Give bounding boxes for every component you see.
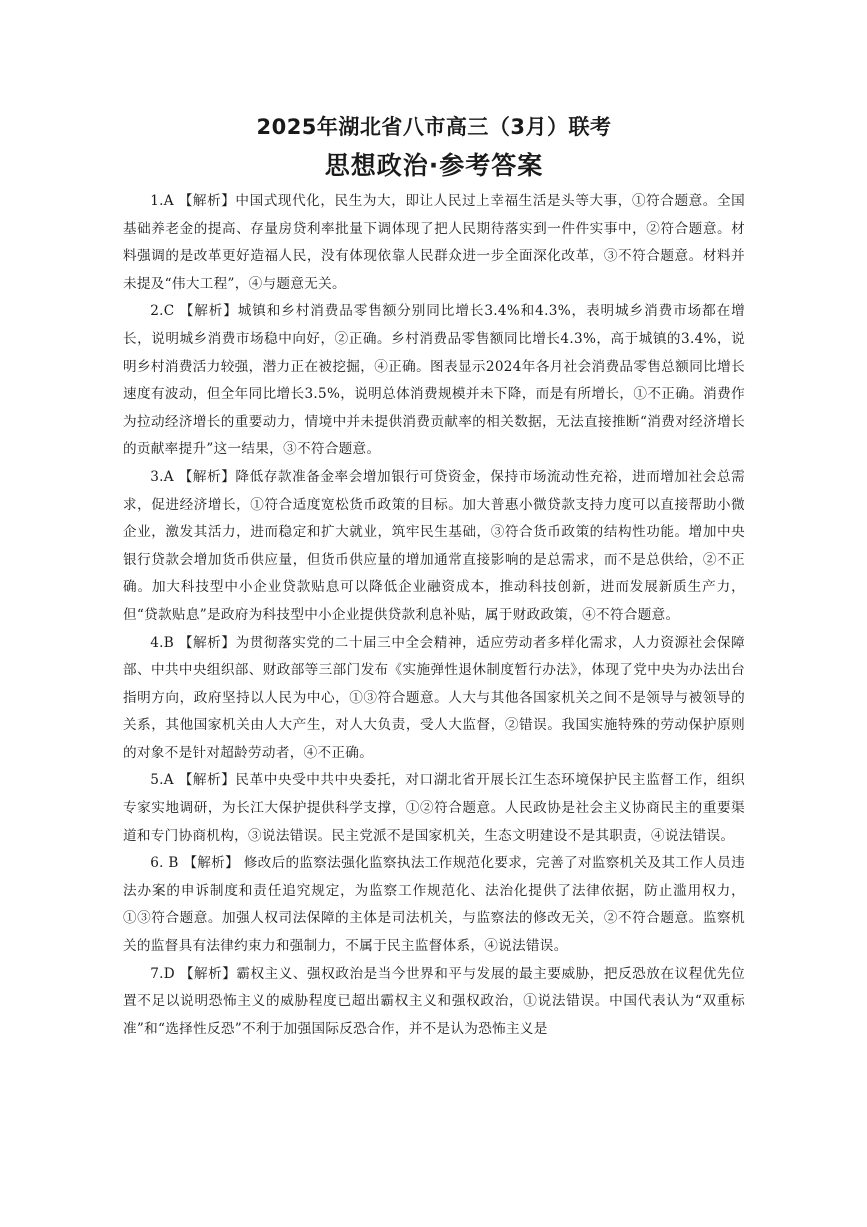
- subject-answer-title: 思想政治·参考答案: [324, 151, 544, 180]
- answer-item-5: [123, 767, 745, 850]
- answer-explanation: 修改后的监察法强化监察执法工作规范化要求，完善了对监察机关及其工作人员违法办案的申诉制度和责任追究规定，为监察工作规范化、法治化提供了法律依据，防止滥用权力，①③符合题意。加强人权司法保障的主体是司法机关，与监察法的修改无关，②不符合题意。监察机关的监督具有法律约束力和强制力，不属于民主监督体系，④说法错误。: [123, 855, 745, 955]
- answer-label: 6. B 【解析】: [150, 855, 240, 872]
- answer-explanation: 为贯彻落实党的二十届三中全会精神，适应劳动者多样化需求，人力资源社会保障部、中共中央组织部、财政部等三部门发布《实施弹性退休制度暂行办法》，体现了党中央为办法出台指明方向，政府坚持以人民为中心，①③符合题意。人大与其他各国家机关之间不是领导与被领导的关系，其他国家机关由人大产生，对人大负责，受人大监督，②错误。我国实施特殊的劳动保护原则的对象不是针对超龄劳动者，④不正确。: [123, 634, 746, 761]
- answer-explanation: 民革中央受中共中央委托，对口湖北省开展长江生态环境保护民主监督工作，组织专家实地调研，为长江大保护提供科学支撑，①②符合题意。人民政协是社会主义协商民主的重要渠道和专门协商机构，③说法错误。民主党派不是国家机关，生态文明建设不是其职责，④说法错误。: [123, 772, 745, 844]
- answer-item-6: [123, 850, 745, 960]
- answer-item-7: [123, 961, 745, 1044]
- answer-label: 7.D 【解析】: [150, 965, 237, 982]
- answer-explanation: 城镇和乡村消费品零售额分别同比增长3.4%和4.3%，表明城乡消费市场都在增长，说明城乡消费市场稳中向好，②正确。乡村消费品零售额同比增长4.3%，高于城镇的3.4%，说明乡村消费活力较强，潜力正在被挖掘，④正确。图表显示2024年各月社会消费品零售总额同比增长速度有波动，但全年同比增长3.5%，说明总体消费规模并未下降，而是有所增长，①不正确。消费作为拉动经济增长的重要动力，情境中并未提供消费贡献率的相关数据，无法直接推断“消费对经济增长的贡献率提升”这一结果，③不符合题意。: [123, 303, 745, 458]
- answer-label: 4.B 【解析】: [150, 634, 236, 651]
- answer-item-2: [123, 298, 745, 464]
- answer-label: 1.A 【解析】: [150, 193, 236, 209]
- answer-explanation: 中国式现代化，民生为大，即让人民过上幸福生活是头等大事，①符合题意。全国基础养老金的提高、存量房贷利率批量下调体现了把人民期待落实到一件件实事中，②符合题意。材料强调的是改革更好造福人民，没有体现依靠人民群众进一步全面深化改革，③不符合题意。材料并未提及“伟大工程”，④与题意无关。: [123, 193, 745, 292]
- answer-item-3: [123, 464, 745, 630]
- answer-label: 2.C 【解析】: [150, 303, 238, 320]
- answer-item-1: [123, 188, 745, 298]
- exam-title: 2025年湖北省八市高三（3月）联考: [256, 115, 612, 139]
- answer-explanation: 降低存款准备金率会增加银行可贷资金，保持市场流动性充裕，进而增加社会总需求，促进经济增长，①符合适度宽松货币政策的目标。加大普惠小微贷款支持力度可以直接帮助小微企业，激发其活力，进而稳定和扩大就业，筑牢民生基础，③符合货币政策的结构性功能。增加中央银行贷款会增加货币供应量，但货币供应量的增加通常直接影响的是总需求，而不是总供给，②不正确。加大科技型中小企业贷款贴息可以降低企业融资成本，推动科技创新，进而发展新质生产力，但“贷款贴息”是政府为科技型中小企业提供贷款利息补贴，属于财政政策，④不符合题意。: [123, 468, 745, 623]
- answer-item-4: [123, 630, 745, 768]
- answer-label: 3.A 【解析】: [150, 468, 236, 485]
- answer-label: 5.A 【解析】: [150, 772, 236, 789]
- answer-explanation: 霸权主义、强权政治是当今世界和平与发展的最主要威胁，把反恐放在议程优先位置不足以说明恐怖主义的威胁程度已超出霸权主义和强权政治，①说法错误。中国代表认为“双重标准”和“选择性反恐”不利于加强国际反恐合作，并不是认为恐怖主义是: [123, 965, 746, 1037]
